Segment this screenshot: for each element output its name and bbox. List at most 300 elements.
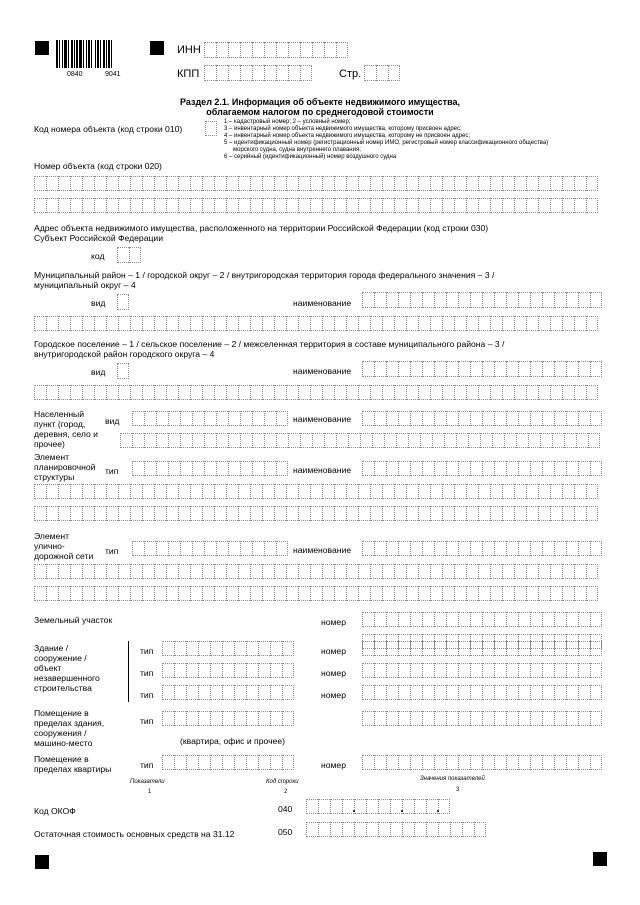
comb-cell[interactable] bbox=[434, 461, 446, 476]
comb-cell[interactable] bbox=[336, 42, 348, 58]
comb-cell[interactable] bbox=[82, 316, 94, 331]
comb-cell[interactable] bbox=[442, 385, 454, 400]
comb-cell[interactable] bbox=[386, 612, 398, 627]
comb-cell[interactable] bbox=[192, 433, 204, 448]
comb-cell[interactable] bbox=[470, 641, 482, 656]
comb-cell[interactable] bbox=[82, 385, 94, 400]
comb-cell[interactable] bbox=[58, 176, 70, 191]
comb-cell[interactable] bbox=[506, 541, 518, 556]
comb-cell[interactable] bbox=[216, 42, 228, 58]
comb-cell[interactable] bbox=[470, 685, 482, 700]
comb-cell[interactable] bbox=[502, 586, 514, 601]
comb-cell[interactable] bbox=[518, 641, 530, 656]
comb-cell[interactable] bbox=[562, 198, 574, 213]
comb-cell[interactable] bbox=[444, 433, 456, 448]
comb-cell[interactable] bbox=[132, 461, 144, 476]
comb-cell[interactable] bbox=[586, 198, 598, 213]
comb-cell[interactable] bbox=[590, 361, 602, 377]
comb-cell[interactable] bbox=[406, 316, 418, 331]
comb-cell[interactable] bbox=[394, 198, 406, 213]
comb-cell[interactable] bbox=[422, 541, 434, 556]
comb-cell[interactable] bbox=[458, 461, 470, 476]
comb-cell[interactable] bbox=[418, 385, 430, 400]
comb-cell[interactable] bbox=[530, 755, 542, 770]
comb-cell[interactable] bbox=[590, 461, 602, 476]
comb-cell[interactable] bbox=[514, 385, 526, 400]
comb-cell[interactable] bbox=[70, 385, 82, 400]
comb-cell[interactable] bbox=[398, 755, 410, 770]
comb-cell[interactable] bbox=[226, 564, 238, 579]
comb-cell[interactable] bbox=[274, 506, 286, 521]
comb-cell[interactable] bbox=[526, 506, 538, 521]
comb-cell[interactable] bbox=[506, 292, 518, 308]
comb-cell[interactable] bbox=[144, 433, 156, 448]
comb-cell[interactable] bbox=[94, 198, 106, 213]
comb-cell[interactable] bbox=[506, 711, 518, 726]
comb-cell[interactable] bbox=[398, 292, 410, 308]
comb-cell[interactable] bbox=[590, 411, 602, 426]
comb-cell[interactable] bbox=[574, 564, 586, 579]
comb-cell[interactable] bbox=[490, 198, 502, 213]
comb-cell[interactable] bbox=[238, 564, 250, 579]
comb-cell[interactable] bbox=[130, 316, 142, 331]
comb-cell[interactable] bbox=[478, 316, 490, 331]
comb-cell[interactable] bbox=[252, 411, 264, 426]
comb-cell[interactable] bbox=[240, 42, 252, 58]
comb-cell[interactable] bbox=[46, 564, 58, 579]
comb-cell[interactable] bbox=[250, 484, 262, 499]
comb-cell[interactable] bbox=[490, 385, 502, 400]
planning-name-field-row2[interactable] bbox=[34, 484, 598, 499]
comb-cell[interactable] bbox=[562, 506, 574, 521]
comb-cell[interactable] bbox=[526, 198, 538, 213]
comb-cell[interactable] bbox=[466, 198, 478, 213]
comb-cell[interactable] bbox=[174, 685, 186, 700]
comb-cell[interactable] bbox=[398, 641, 410, 656]
comb-cell[interactable] bbox=[458, 641, 470, 656]
comb-cell[interactable] bbox=[70, 586, 82, 601]
comb-cell[interactable] bbox=[478, 198, 490, 213]
comb-cell[interactable] bbox=[322, 385, 334, 400]
residual-value-field[interactable] bbox=[306, 822, 486, 837]
subject-code-field[interactable] bbox=[117, 247, 141, 263]
comb-cell[interactable] bbox=[142, 176, 154, 191]
comb-cell[interactable] bbox=[82, 586, 94, 601]
comb-cell[interactable] bbox=[550, 586, 562, 601]
comb-cell[interactable] bbox=[470, 461, 482, 476]
comb-cell[interactable] bbox=[202, 564, 214, 579]
comb-cell[interactable] bbox=[410, 755, 422, 770]
comb-cell[interactable] bbox=[222, 711, 234, 726]
comb-cell[interactable] bbox=[434, 292, 446, 308]
comb-cell[interactable] bbox=[574, 316, 586, 331]
comb-cell[interactable] bbox=[330, 799, 342, 814]
comb-cell[interactable] bbox=[358, 506, 370, 521]
comb-cell[interactable] bbox=[270, 755, 282, 770]
comb-cell[interactable] bbox=[216, 541, 228, 556]
comb-cell[interactable] bbox=[538, 586, 550, 601]
comb-cell[interactable] bbox=[490, 176, 502, 191]
comb-cell[interactable] bbox=[274, 484, 286, 499]
comb-cell[interactable] bbox=[518, 612, 530, 627]
comb-cell[interactable] bbox=[166, 586, 178, 601]
comb-cell[interactable] bbox=[132, 541, 144, 556]
comb-cell[interactable] bbox=[234, 755, 246, 770]
comb-cell[interactable] bbox=[408, 433, 420, 448]
comb-cell[interactable] bbox=[590, 663, 602, 678]
comb-cell[interactable] bbox=[554, 411, 566, 426]
comb-cell[interactable] bbox=[238, 198, 250, 213]
comb-cell[interactable] bbox=[554, 755, 566, 770]
comb-cell[interactable] bbox=[250, 316, 262, 331]
comb-cell[interactable] bbox=[162, 663, 174, 678]
comb-cell[interactable] bbox=[542, 641, 554, 656]
comb-cell[interactable] bbox=[178, 385, 190, 400]
comb-cell[interactable] bbox=[454, 198, 466, 213]
comb-cell[interactable] bbox=[186, 711, 198, 726]
comb-cell[interactable] bbox=[478, 484, 490, 499]
comb-cell[interactable] bbox=[202, 198, 214, 213]
comb-cell[interactable] bbox=[566, 292, 578, 308]
comb-cell[interactable] bbox=[346, 176, 358, 191]
comb-cell[interactable] bbox=[34, 484, 46, 499]
comb-cell[interactable] bbox=[410, 361, 422, 377]
comb-cell[interactable] bbox=[386, 685, 398, 700]
comb-cell[interactable] bbox=[142, 506, 154, 521]
comb-cell[interactable] bbox=[588, 433, 600, 448]
comb-cell[interactable] bbox=[288, 65, 300, 81]
comb-cell[interactable] bbox=[106, 506, 118, 521]
comb-cell[interactable] bbox=[132, 411, 144, 426]
comb-cell[interactable] bbox=[422, 711, 434, 726]
comb-cell[interactable] bbox=[482, 361, 494, 377]
comb-cell[interactable] bbox=[410, 541, 422, 556]
comb-cell[interactable] bbox=[566, 411, 578, 426]
comb-cell[interactable] bbox=[542, 541, 554, 556]
comb-cell[interactable] bbox=[446, 641, 458, 656]
comb-cell[interactable] bbox=[374, 292, 386, 308]
comb-cell[interactable] bbox=[58, 316, 70, 331]
comb-cell[interactable] bbox=[418, 484, 430, 499]
planning-name-field-row3[interactable] bbox=[34, 506, 598, 521]
comb-cell[interactable] bbox=[370, 564, 382, 579]
comb-cell[interactable] bbox=[222, 663, 234, 678]
comb-cell[interactable] bbox=[34, 176, 46, 191]
comb-cell[interactable] bbox=[252, 433, 264, 448]
comb-cell[interactable] bbox=[410, 411, 422, 426]
comb-cell[interactable] bbox=[374, 461, 386, 476]
comb-cell[interactable] bbox=[210, 685, 222, 700]
comb-cell[interactable] bbox=[562, 484, 574, 499]
comb-cell[interactable] bbox=[142, 198, 154, 213]
comb-cell[interactable] bbox=[322, 198, 334, 213]
comb-cell[interactable] bbox=[274, 176, 286, 191]
comb-cell[interactable] bbox=[118, 484, 130, 499]
comb-cell[interactable] bbox=[506, 663, 518, 678]
comb-cell[interactable] bbox=[214, 198, 226, 213]
comb-cell[interactable] bbox=[418, 316, 430, 331]
comb-cell[interactable] bbox=[374, 411, 386, 426]
comb-cell[interactable] bbox=[442, 176, 454, 191]
comb-cell[interactable] bbox=[578, 641, 590, 656]
comb-cell[interactable] bbox=[198, 685, 210, 700]
comb-cell[interactable] bbox=[178, 586, 190, 601]
comb-cell[interactable] bbox=[282, 711, 294, 726]
comb-cell[interactable] bbox=[478, 586, 490, 601]
comb-cell[interactable] bbox=[518, 685, 530, 700]
comb-cell[interactable] bbox=[118, 198, 130, 213]
comb-cell[interactable] bbox=[288, 42, 300, 58]
comb-cell[interactable] bbox=[406, 564, 418, 579]
comb-cell[interactable] bbox=[518, 663, 530, 678]
comb-cell[interactable] bbox=[192, 411, 204, 426]
comb-cell[interactable] bbox=[190, 316, 202, 331]
comb-cell[interactable] bbox=[442, 198, 454, 213]
comb-cell[interactable] bbox=[442, 564, 454, 579]
comb-cell[interactable] bbox=[526, 484, 538, 499]
comb-cell[interactable] bbox=[346, 316, 358, 331]
comb-cell[interactable] bbox=[240, 461, 252, 476]
comb-cell[interactable] bbox=[262, 316, 274, 331]
comb-cell[interactable] bbox=[430, 316, 442, 331]
comb-cell[interactable] bbox=[258, 663, 270, 678]
comb-cell[interactable] bbox=[590, 711, 602, 726]
comb-cell[interactable] bbox=[566, 541, 578, 556]
comb-cell[interactable] bbox=[286, 586, 298, 601]
comb-cell[interactable] bbox=[466, 316, 478, 331]
building-type-field-3[interactable] bbox=[162, 685, 294, 700]
comb-cell[interactable] bbox=[354, 822, 366, 837]
comb-cell[interactable] bbox=[474, 822, 486, 837]
comb-cell[interactable] bbox=[386, 663, 398, 678]
comb-cell[interactable] bbox=[586, 176, 598, 191]
comb-cell[interactable] bbox=[106, 586, 118, 601]
comb-cell[interactable] bbox=[276, 541, 288, 556]
comb-cell[interactable] bbox=[262, 176, 274, 191]
comb-cell[interactable] bbox=[446, 612, 458, 627]
comb-cell[interactable] bbox=[250, 385, 262, 400]
comb-cell[interactable] bbox=[312, 42, 324, 58]
comb-cell[interactable] bbox=[198, 641, 210, 656]
comb-cell[interactable] bbox=[180, 433, 192, 448]
comb-cell[interactable] bbox=[506, 685, 518, 700]
comb-cell[interactable] bbox=[186, 685, 198, 700]
comb-cell[interactable] bbox=[34, 586, 46, 601]
comb-cell[interactable] bbox=[306, 822, 318, 837]
comb-cell[interactable] bbox=[494, 612, 506, 627]
comb-cell[interactable] bbox=[186, 663, 198, 678]
comb-cell[interactable] bbox=[446, 292, 458, 308]
comb-cell[interactable] bbox=[478, 506, 490, 521]
comb-cell[interactable] bbox=[282, 663, 294, 678]
comb-cell[interactable] bbox=[274, 316, 286, 331]
land-plot-number-field-row1[interactable] bbox=[362, 612, 602, 627]
comb-cell[interactable] bbox=[334, 564, 346, 579]
comb-cell[interactable] bbox=[466, 506, 478, 521]
comb-cell[interactable] bbox=[174, 711, 186, 726]
comb-cell[interactable] bbox=[410, 711, 422, 726]
comb-cell[interactable] bbox=[422, 641, 434, 656]
comb-cell[interactable] bbox=[346, 506, 358, 521]
street-name-field-row1[interactable] bbox=[362, 541, 602, 556]
comb-cell[interactable] bbox=[374, 641, 386, 656]
comb-cell[interactable] bbox=[286, 564, 298, 579]
comb-cell[interactable] bbox=[348, 433, 360, 448]
comb-cell[interactable] bbox=[130, 586, 142, 601]
comb-cell[interactable] bbox=[494, 292, 506, 308]
comb-cell[interactable] bbox=[518, 711, 530, 726]
comb-cell[interactable] bbox=[144, 411, 156, 426]
comb-cell[interactable] bbox=[364, 65, 376, 81]
comb-cell[interactable] bbox=[518, 461, 530, 476]
comb-cell[interactable] bbox=[434, 663, 446, 678]
comb-cell[interactable] bbox=[342, 822, 354, 837]
comb-cell[interactable] bbox=[528, 433, 540, 448]
comb-cell[interactable] bbox=[442, 506, 454, 521]
comb-cell[interactable] bbox=[430, 198, 442, 213]
comb-cell[interactable] bbox=[46, 198, 58, 213]
comb-cell[interactable] bbox=[554, 612, 566, 627]
comb-cell[interactable] bbox=[442, 316, 454, 331]
comb-cell[interactable] bbox=[458, 292, 470, 308]
comb-cell[interactable] bbox=[222, 755, 234, 770]
comb-cell[interactable] bbox=[554, 711, 566, 726]
comb-cell[interactable] bbox=[538, 506, 550, 521]
comb-cell[interactable] bbox=[458, 541, 470, 556]
comb-cell[interactable] bbox=[106, 564, 118, 579]
comb-cell[interactable] bbox=[490, 316, 502, 331]
locality-name-field-row1[interactable] bbox=[362, 411, 602, 426]
comb-cell[interactable] bbox=[402, 799, 414, 814]
comb-cell[interactable] bbox=[542, 461, 554, 476]
comb-cell[interactable] bbox=[162, 711, 174, 726]
object-number-field-row2[interactable] bbox=[34, 198, 598, 213]
comb-cell[interactable] bbox=[298, 385, 310, 400]
comb-cell[interactable] bbox=[205, 121, 217, 136]
comb-cell[interactable] bbox=[274, 564, 286, 579]
okof-field[interactable] bbox=[306, 799, 450, 814]
comb-cell[interactable] bbox=[406, 484, 418, 499]
comb-cell[interactable] bbox=[370, 586, 382, 601]
comb-cell[interactable] bbox=[322, 564, 334, 579]
comb-cell[interactable] bbox=[334, 176, 346, 191]
comb-cell[interactable] bbox=[312, 433, 324, 448]
comb-cell[interactable] bbox=[526, 586, 538, 601]
comb-cell[interactable] bbox=[250, 564, 262, 579]
comb-cell[interactable] bbox=[426, 822, 438, 837]
street-name-field-row3[interactable] bbox=[34, 586, 598, 601]
comb-cell[interactable] bbox=[154, 484, 166, 499]
comb-cell[interactable] bbox=[530, 411, 542, 426]
comb-cell[interactable] bbox=[470, 663, 482, 678]
comb-cell[interactable] bbox=[382, 586, 394, 601]
comb-cell[interactable] bbox=[490, 564, 502, 579]
comb-cell[interactable] bbox=[578, 541, 590, 556]
comb-cell[interactable] bbox=[578, 411, 590, 426]
comb-cell[interactable] bbox=[216, 65, 228, 81]
comb-cell[interactable] bbox=[334, 316, 346, 331]
comb-cell[interactable] bbox=[502, 506, 514, 521]
comb-cell[interactable] bbox=[434, 411, 446, 426]
comb-cell[interactable] bbox=[480, 433, 492, 448]
comb-cell[interactable] bbox=[214, 564, 226, 579]
comb-cell[interactable] bbox=[410, 685, 422, 700]
comb-cell[interactable] bbox=[46, 484, 58, 499]
comb-cell[interactable] bbox=[526, 316, 538, 331]
comb-cell[interactable] bbox=[142, 484, 154, 499]
comb-cell[interactable] bbox=[458, 612, 470, 627]
comb-cell[interactable] bbox=[362, 541, 374, 556]
comb-cell[interactable] bbox=[430, 484, 442, 499]
comb-cell[interactable] bbox=[94, 564, 106, 579]
comb-cell[interactable] bbox=[246, 685, 258, 700]
comb-cell[interactable] bbox=[454, 586, 466, 601]
comb-cell[interactable] bbox=[252, 42, 264, 58]
comb-cell[interactable] bbox=[552, 433, 564, 448]
comb-cell[interactable] bbox=[214, 586, 226, 601]
comb-cell[interactable] bbox=[358, 385, 370, 400]
comb-cell[interactable] bbox=[276, 411, 288, 426]
comb-cell[interactable] bbox=[362, 361, 374, 377]
comb-cell[interactable] bbox=[454, 564, 466, 579]
comb-cell[interactable] bbox=[106, 316, 118, 331]
comb-cell[interactable] bbox=[310, 506, 322, 521]
comb-cell[interactable] bbox=[214, 316, 226, 331]
comb-cell[interactable] bbox=[564, 433, 576, 448]
street-type-field[interactable] bbox=[132, 541, 288, 556]
comb-cell[interactable] bbox=[402, 822, 414, 837]
comb-cell[interactable] bbox=[514, 316, 526, 331]
comb-cell[interactable] bbox=[514, 506, 526, 521]
comb-cell[interactable] bbox=[550, 564, 562, 579]
comb-cell[interactable] bbox=[226, 316, 238, 331]
comb-cell[interactable] bbox=[252, 65, 264, 81]
comb-cell[interactable] bbox=[162, 685, 174, 700]
comb-cell[interactable] bbox=[414, 822, 426, 837]
comb-cell[interactable] bbox=[310, 385, 322, 400]
page-number-field[interactable] bbox=[364, 65, 400, 81]
comb-cell[interactable] bbox=[228, 541, 240, 556]
comb-cell[interactable] bbox=[494, 663, 506, 678]
comb-cell[interactable] bbox=[358, 176, 370, 191]
comb-cell[interactable] bbox=[204, 541, 216, 556]
comb-cell[interactable] bbox=[466, 176, 478, 191]
comb-cell[interactable] bbox=[382, 385, 394, 400]
comb-cell[interactable] bbox=[262, 385, 274, 400]
comb-cell[interactable] bbox=[434, 361, 446, 377]
comb-cell[interactable] bbox=[446, 711, 458, 726]
comb-cell[interactable] bbox=[246, 755, 258, 770]
comb-cell[interactable] bbox=[566, 685, 578, 700]
comb-cell[interactable] bbox=[358, 316, 370, 331]
municipal-name-field-row2[interactable] bbox=[34, 316, 598, 331]
comb-cell[interactable] bbox=[518, 755, 530, 770]
comb-cell[interactable] bbox=[394, 586, 406, 601]
comb-cell[interactable] bbox=[166, 198, 178, 213]
comb-cell[interactable] bbox=[542, 663, 554, 678]
comb-cell[interactable] bbox=[542, 685, 554, 700]
comb-cell[interactable] bbox=[190, 484, 202, 499]
comb-cell[interactable] bbox=[94, 484, 106, 499]
comb-cell[interactable] bbox=[494, 711, 506, 726]
comb-cell[interactable] bbox=[482, 685, 494, 700]
comb-cell[interactable] bbox=[106, 176, 118, 191]
comb-cell[interactable] bbox=[434, 641, 446, 656]
comb-cell[interactable] bbox=[554, 685, 566, 700]
comb-cell[interactable] bbox=[346, 198, 358, 213]
comb-cell[interactable] bbox=[574, 385, 586, 400]
comb-cell[interactable] bbox=[46, 506, 58, 521]
